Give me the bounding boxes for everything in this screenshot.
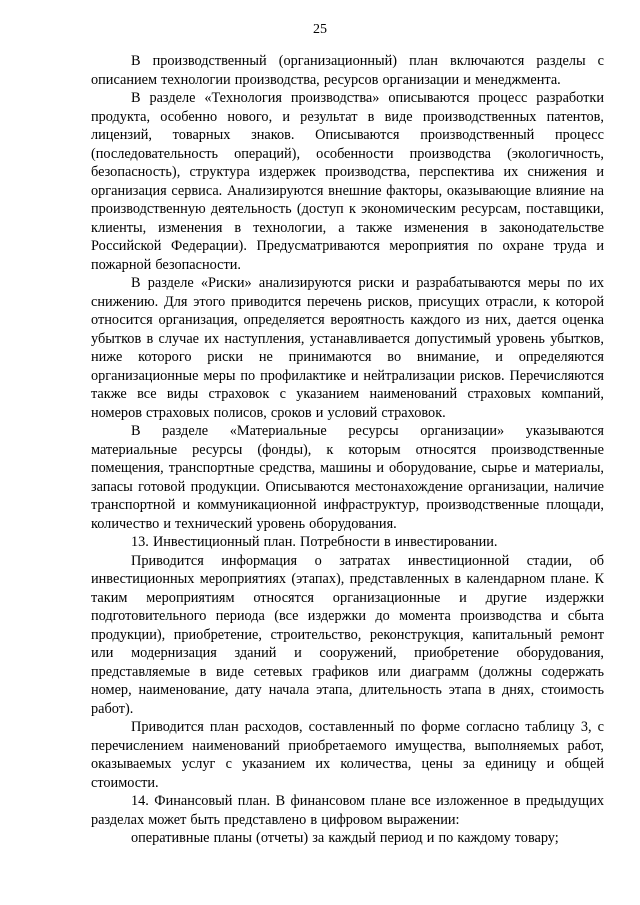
paragraph-production-technology: В разделе «Технология производства» описываются процесс разработки продукта, особенно нового, и результат в виде производственных патентов, лицензий, товарных знаков. Описываются производственный процесс (последовательность операций), особенности производства (экологичность, безопасность), структура издержек производства, перспектива их снижения и организация сервиса. Анализируются внешние факторы, оказывающие влияние на производственную деятельность (доступ к экономическим ресурсам, поставщики, клиенты, изменения в технологии, а также изменения в законодательстве Российской Федерации). Предусматриваются мероприятия по охране труда и пожарной безопасности. bbox=[91, 90, 604, 273]
paragraph-investment-costs: Приводится информация о затратах инвестиционной стадии, об инвестиционных мероприятиях (этапах), представленных в календарном плане. К таким мероприятиям относятся организационные и другие издержки подготовительного периода (все издержки до момента производства и сбыта продукции), приобретение, строительство, реконструкция, капитальный ремонт или модернизация зданий и сооружений, приобретение оборудования, представляемые в виде сетевых графиков или диаграмм (должны содержать номер, наименование, дату начала этапа, длительность этапа в днях, стоимость работ). bbox=[91, 552, 604, 717]
paragraph-risks: В разделе «Риски» анализируются риски и разрабатываются меры по их снижению. Для этого приводится перечень рисков, присущих отрасли, к которой относится организация, определяется вероятность каждого из них, дается оценка убытков в случае их наступления, устанавливается допустимый уровень убытков, ниже которого риски не принимаются во внимание, и определяются организационные меры по профилактике и нейтрализации рисков. Перечисляются также все виды страховок с указанием наименований страховых компаний, номеров страховых полисов, сроков и условий страховок. bbox=[91, 275, 604, 421]
section-heading-financial-plan: 14. Финансовый план. В финансовом плане все изложенное в предыдущих разделах может быть представлено в цифровом выражении: bbox=[91, 793, 604, 828]
page-number: 25 bbox=[313, 22, 327, 37]
paragraph-operational-plans: оперативные планы (отчеты) за каждый период и по каждому товару; bbox=[131, 830, 559, 846]
section-heading-investment-plan: 13. Инвестиционный план. Потребности в инвестировании. bbox=[131, 534, 498, 550]
paragraph-production-plan-intro: В производственный (организационный) план включаются разделы с описанием технологии производства, ресурсов организации и менеджмента. bbox=[91, 53, 604, 88]
paragraph-expense-plan: Приводится план расходов, составленный по форме согласно таблицу 3, с перечислением наименований приобретаемого имущества, выполняемых работ, оказываемых услуг с указанием их количества, цены за единицу и общей стоимости. bbox=[91, 719, 604, 791]
document-body bbox=[91, 52, 604, 848]
paragraph-material-resources: В разделе «Материальные ресурсы организации» указываются материальные ресурсы (фонды), к которым относятся производственные помещения, транспортные средства, машины и оборудование, сырье и материалы, запасы готовой продукции. Описываются местонахождение организации, наличие транспортной и коммуникационной инфраструктур, производственные площади, количество и технический уровень оборудования. bbox=[91, 423, 604, 532]
